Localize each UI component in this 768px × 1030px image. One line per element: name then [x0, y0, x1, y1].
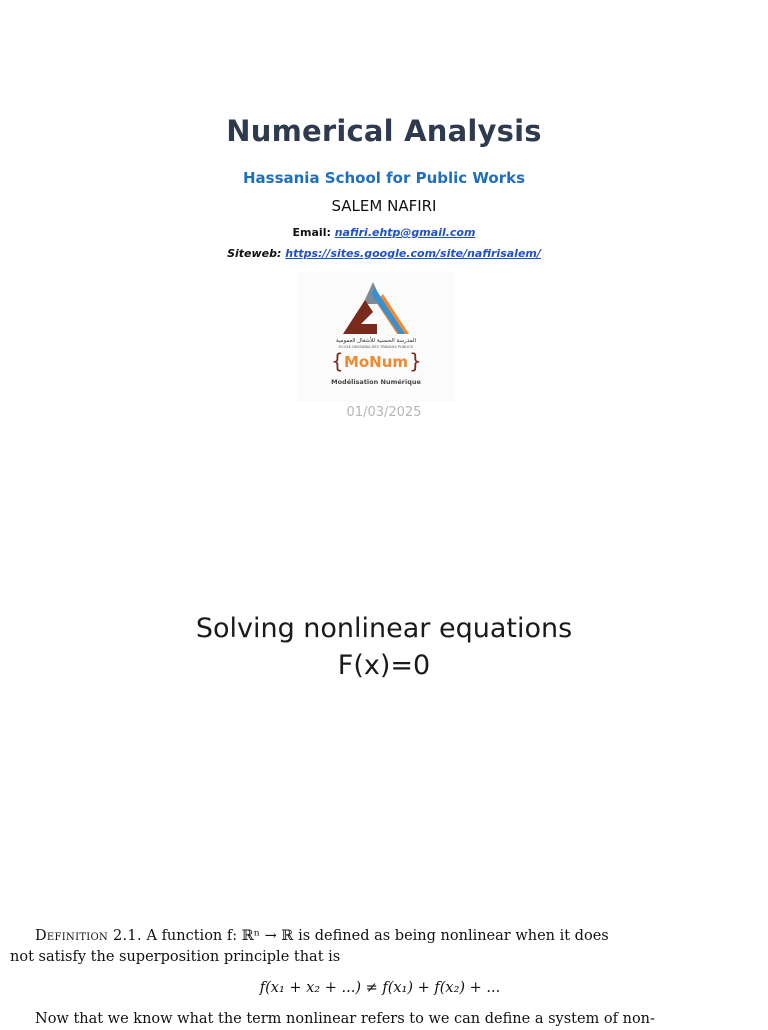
- email-link[interactable]: nafiri.ehtp@gmail.com: [334, 226, 476, 239]
- definition-line1: [10, 926, 750, 947]
- slide-date: 01/03/2025: [346, 405, 422, 420]
- logo-school-caption: ECOLE HASSANIA DES TRAVAUX PUBLICS: [339, 345, 413, 349]
- site-link[interactable]: https://sites.google.com/site/nafirisalem/: [285, 247, 541, 260]
- author-name: SALEM NAFIRI: [331, 197, 437, 215]
- definition-block: [10, 926, 750, 1030]
- definition-text-1: A function f: ℝⁿ → ℝ is defined as being nonlinear when it does: [146, 928, 609, 944]
- logo-maroon-shape: [343, 300, 377, 334]
- site-label: Siteweb:: [227, 247, 282, 260]
- logo-left-brace: {: [331, 349, 344, 373]
- logo-caption: Modélisation Numérique: [331, 378, 421, 386]
- definition-cut-line: Now that we know what the term nonlinear refers to we can define a system of non-: [35, 1011, 655, 1027]
- site-line: [0, 247, 768, 260]
- email-line: [0, 226, 768, 239]
- email-label: Email:: [292, 226, 331, 239]
- logo-arabic-text: المدرسة الحسنية للأشغال العمومية: [336, 338, 416, 344]
- definition-heading: Definition 2.1.: [35, 928, 142, 944]
- logo-graphic: [297, 272, 455, 402]
- section-title-line2: F(x)=0: [337, 650, 431, 681]
- definition-equation: f(x₁ + x₂ + ...) ≠ f(x₁) + f(x₂) + ...: [259, 980, 501, 996]
- school-name: Hassania School for Public Works: [242, 169, 526, 187]
- section-title-line1: Solving nonlinear equations: [195, 613, 573, 644]
- logo-brand-text: MoNum: [343, 353, 409, 371]
- section-title: [0, 610, 768, 684]
- page-title: Numerical Analysis: [226, 114, 542, 148]
- monum-logo: [297, 272, 455, 402]
- logo-right-brace: }: [409, 349, 422, 373]
- definition-line2: not satisfy the superposition principle that is: [10, 949, 341, 965]
